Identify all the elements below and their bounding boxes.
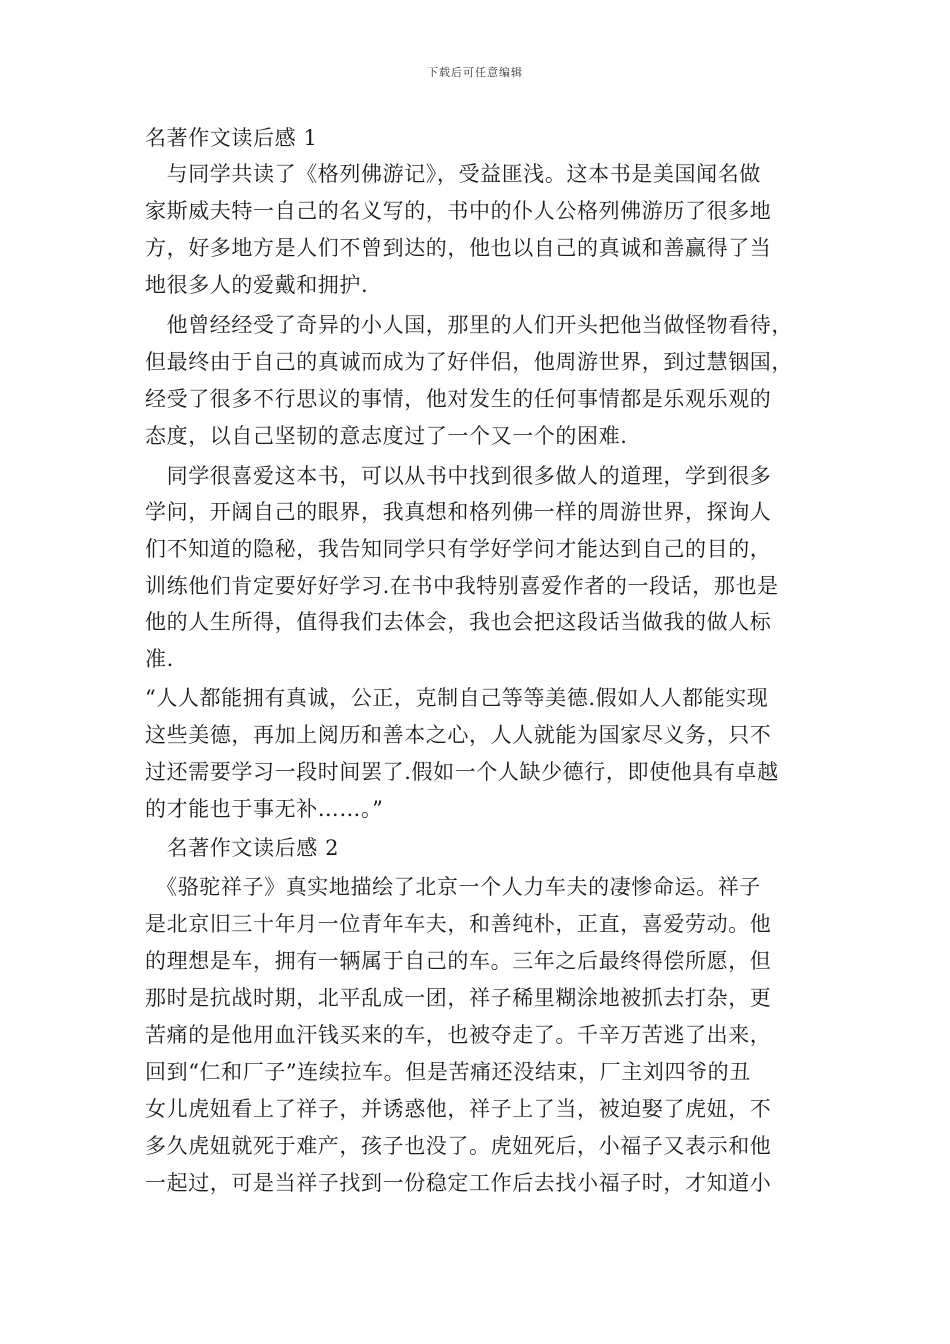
text-line: 同学很喜爱这本书，可以从书中找到很多做人的道理，学到很多 <box>145 464 772 488</box>
text-line: 经受了很多不行思议的事情，他对发生的任何事情都是乐观乐观的 <box>145 387 772 411</box>
text-line: 与同学共读了《格列佛游记》，受益匪浅。这本书是美国闻名做 <box>145 162 761 186</box>
text-line: 回到“仁和厂子”连续拉车。但是苦痛还没结束，厂主刘四爷的丑 <box>145 1060 751 1084</box>
text-line: 名著作文读后感 1 <box>145 126 318 150</box>
text-line: 女儿虎妞看上了祥子，并诱惑他，祥子上了当，被迫娶了虎妞，不 <box>145 1097 772 1121</box>
text-line: 这些美德，再加上阅历和善本之心，人人就能为国家尽义务，只不 <box>145 723 772 747</box>
text-line: 的理想是车，拥有一辆属于自己的车。三年之后最终得偿所愿，但 <box>145 949 772 973</box>
text-line: 方，好多地方是人们不曾到达的，他也以自己的真诚和善赢得了当 <box>145 236 772 260</box>
text-line: 态度，以自己坚韧的意志度过了一个又一个的困难. <box>145 424 628 448</box>
text-line: 的才能也于事无补……。” <box>145 797 384 821</box>
text-line: 那时是抗战时期，北平乱成一团，祥子稀里糊涂地被抓去打杂，更 <box>145 986 772 1010</box>
text-line: “人人都能拥有真诚，公正，克制自己等等美德.假如人人都能实现 <box>145 686 769 710</box>
text-line: 他曾经经受了奇异的小人国，那里的人们开头把他当做怪物看待， <box>145 313 793 337</box>
text-line: 地很多人的爱戴和拥护. <box>145 273 369 297</box>
text-line: 苦痛的是他用血汗钱买来的车，也被夺走了。千辛万苦逃了出来， <box>145 1023 772 1047</box>
text-line: 过还需要学习一段时间罢了.假如一个人缺少德行，即使他具有卓越 <box>145 760 779 784</box>
text-line: 们不知道的隐秘，我告知同学只有学好学问才能达到自己的目的， <box>145 537 772 561</box>
text-line: 学问，开阔自己的眼界，我真想和格列佛一样的周游世界，探询人 <box>145 500 772 524</box>
text-line: 但最终由于自己的真诚而成为了好伴侣，他周游世界，到过慧铟国， <box>145 350 793 374</box>
text-line: 名著作文读后感 2 <box>145 836 340 860</box>
page-header: 下载后可任意编辑 <box>427 66 523 79</box>
text-line: 一起过，可是当祥子找到一份稳定工作后去找小福子时，才知道小 <box>145 1171 772 1195</box>
text-line: 多久虎妞就死于难产，孩子也没了。虎妞死后，小福子又表示和他 <box>145 1134 772 1158</box>
text-line: 准. <box>145 647 174 671</box>
text-line: 他的人生所得，值得我们去体会，我也会把这段话当做我的做人标 <box>145 610 772 634</box>
text-line: 是北京旧三十年月一位青年车夫，和善纯朴，正直，喜爱劳动。他 <box>145 912 772 936</box>
text-line: 家斯威夫特一自己的名义写的，书中的仆人公格列佛游历了很多地 <box>145 199 772 223</box>
text-line: 《骆驼祥子》真实地描绘了北京一个人力车夫的凄惨命运。祥子 <box>145 875 761 899</box>
text-line: 训练他们肯定要好好学习.在书中我特别喜爱作者的一段话，那也是 <box>145 574 779 598</box>
